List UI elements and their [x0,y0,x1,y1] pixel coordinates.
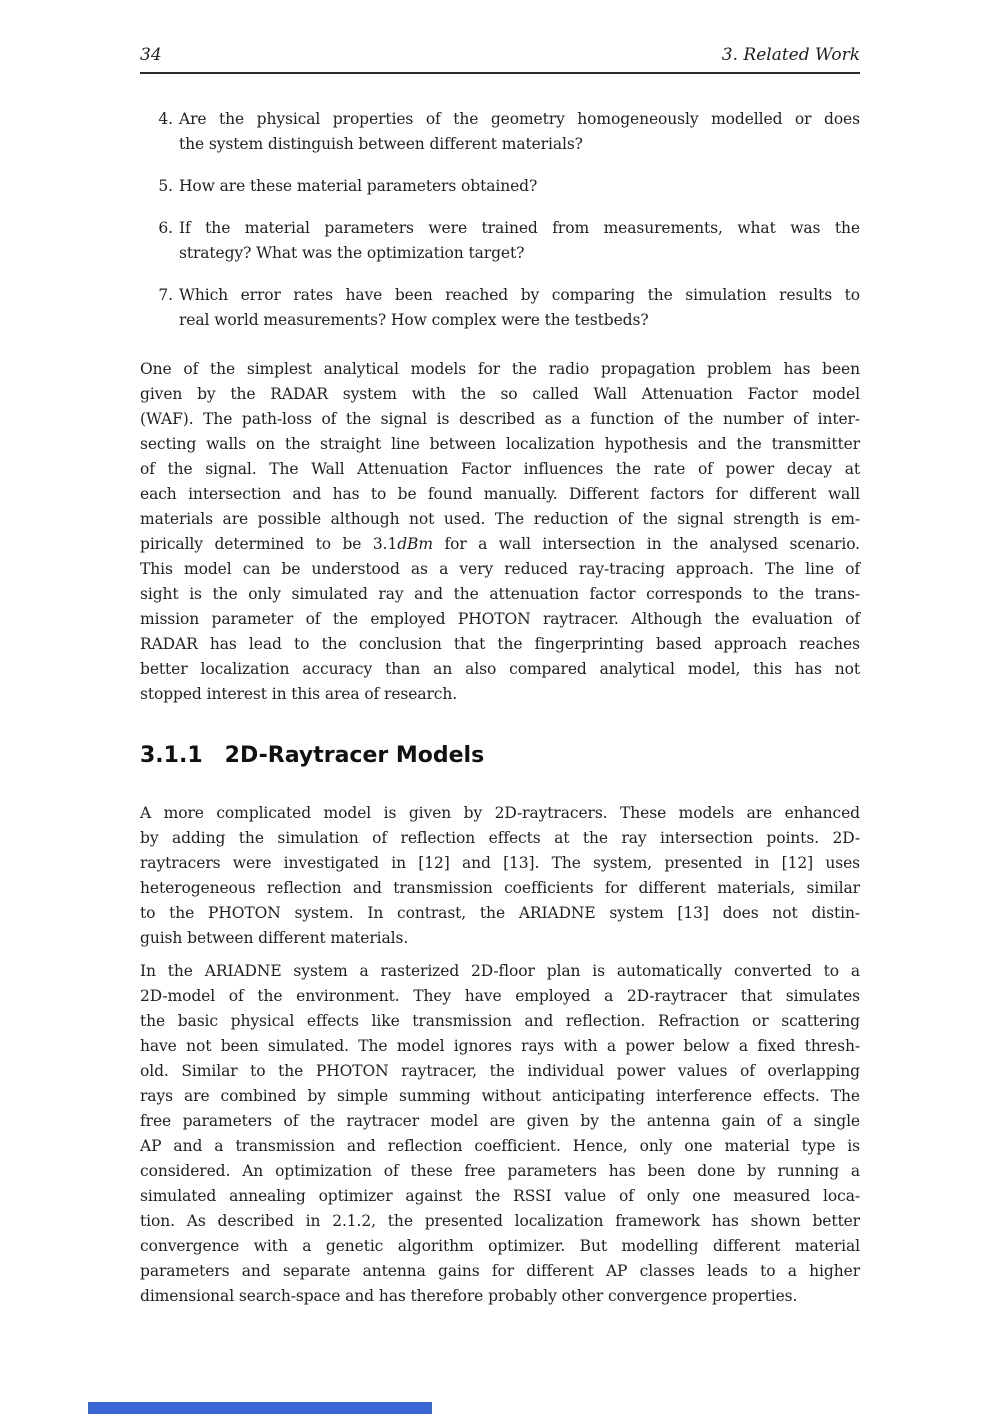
text-line: RADAR has lead to the conclusion that the fingerprinting based approach reaches [140,635,860,653]
text-line: rays are combined by simple summing without anticipating interference effects. The [140,1087,860,1105]
math-line-pre: pirically determined to be 3.1 [140,535,398,553]
text-line: old. Similar to the PHOTON raytracer, the individual power values of overlapping [140,1062,860,1080]
paragraph-waf-model [140,357,860,707]
text-line: convergence with a genetic algorithm optimizer. But modelling different material [140,1237,860,1255]
text-line: AP and a transmission and reflection coefficient. Hence, only one material type is [140,1137,860,1155]
text-line: of the signal. The Wall Attenuation Factor influences the rate of power decay at [140,460,860,478]
question-item [140,283,860,333]
question-number: 6. [158,219,173,237]
text-line: Are the physical properties of the geometry homogeneously modelled or does [179,110,860,128]
text-line: (WAF). The path-loss of the signal is described as a function of the number of inter- [140,410,860,428]
text-line-with-math [140,532,860,557]
question-item [140,174,860,199]
text-line: free parameters of the raytracer model are given by the antenna gain of a single [140,1112,860,1130]
text-line: In the ARIADNE system a rasterized 2D-floor plan is automatically converted to a [140,962,860,980]
text-line: better localization accuracy than an also compared analytical model, this has not [140,660,860,678]
question-number: 5. [158,177,173,195]
math-line-post: for a wall intersection in the analysed scenario. [432,535,860,553]
text-line: considered. An optimization of these free parameters has been done by running a [140,1162,860,1180]
text-line: by adding the simulation of reflection effects at the ray intersection points. 2D- [140,829,860,847]
paragraph-ariadne-system [140,959,860,1309]
text-line: given by the RADAR system with the so called Wall Attenuation Factor model [140,385,860,403]
text-line: real world measurements? How complex were the testbeds? [179,311,649,329]
text-line: the basic physical effects like transmission and reflection. Refraction or scattering [140,1012,860,1030]
text-line: dimensional search-space and has therefore probably other convergence properties. [140,1287,798,1305]
question-item [140,216,860,266]
text-line: If the material parameters were trained from measurements, what was the [179,219,860,237]
text-line: One of the simplest analytical models for the radio propagation problem has been [140,360,860,378]
section-number: 3.1.1 [140,743,203,768]
question-text [179,283,860,333]
text-line: each intersection and has to be found manually. Different factors for different wall [140,485,860,503]
question-number: 4. [158,110,173,128]
page-content [140,107,860,1309]
text-line: strategy? What was the optimization target? [179,244,525,262]
question-text [179,107,860,157]
section-title: 2D-Raytracer Models [224,743,485,768]
text-line: guish between different materials. [140,929,409,947]
text-line: tion. As described in 2.1.2, the presented localization framework has shown better [140,1212,860,1230]
text-line: How are these material parameters obtained? [179,177,538,195]
text-line: have not been simulated. The model ignores rays with a power below a fixed thresh- [140,1037,860,1055]
text-line: 2D-model of the environment. They have employed a 2D-raytracer that simulates [140,987,860,1005]
paragraph-lines [140,357,860,532]
text-line: heterogeneous reflection and transmission coefficients for different materials, similar [140,879,860,897]
footer-highlight-bar [88,1402,432,1414]
text-line: secting walls on the straight line between localization hypothesis and the transmitter [140,435,860,453]
text-line: stopped interest in this area of research. [140,685,458,703]
question-number: 7. [158,286,173,304]
text-line: to the PHOTON system. In contrast, the ARIADNE system [13] does not distin- [140,904,860,922]
chapter-title: 3. Related Work [721,45,860,65]
question-text [179,174,860,199]
text-line: A more complicated model is given by 2D-raytracers. These models are enhanced [140,804,860,822]
text-line: the system distinguish between different materials? [179,135,583,153]
text-line: mission parameter of the employed PHOTON raytracer. Although the evaluation of [140,610,860,628]
text-line: materials are possible although not used. The reduction of the signal strength is em- [140,510,860,528]
text-line: This model can be understood as a very reduced ray-tracing approach. The line of [140,560,860,578]
text-line: parameters and separate antenna gains for different AP classes leads to a higher [140,1262,860,1280]
paragraph-lines [140,557,860,707]
section-heading [140,741,860,771]
math-inline-dbm: dBm [397,535,433,553]
page-number: 34 [140,45,162,65]
text-line: Which error rates have been reached by comparing the simulation results to [179,286,860,304]
text-line: raytracers were investigated in [12] and [13]. The system, presented in [12] uses [140,854,860,872]
text-line: simulated annealing optimizer against the RSSI value of only one measured loca- [140,1187,860,1205]
page-header [140,44,860,74]
question-item [140,107,860,157]
paragraph-raytracer-models [140,801,860,951]
text-line: sight is the only simulated ray and the attenuation factor corresponds to the trans- [140,585,860,603]
question-text [179,216,860,266]
